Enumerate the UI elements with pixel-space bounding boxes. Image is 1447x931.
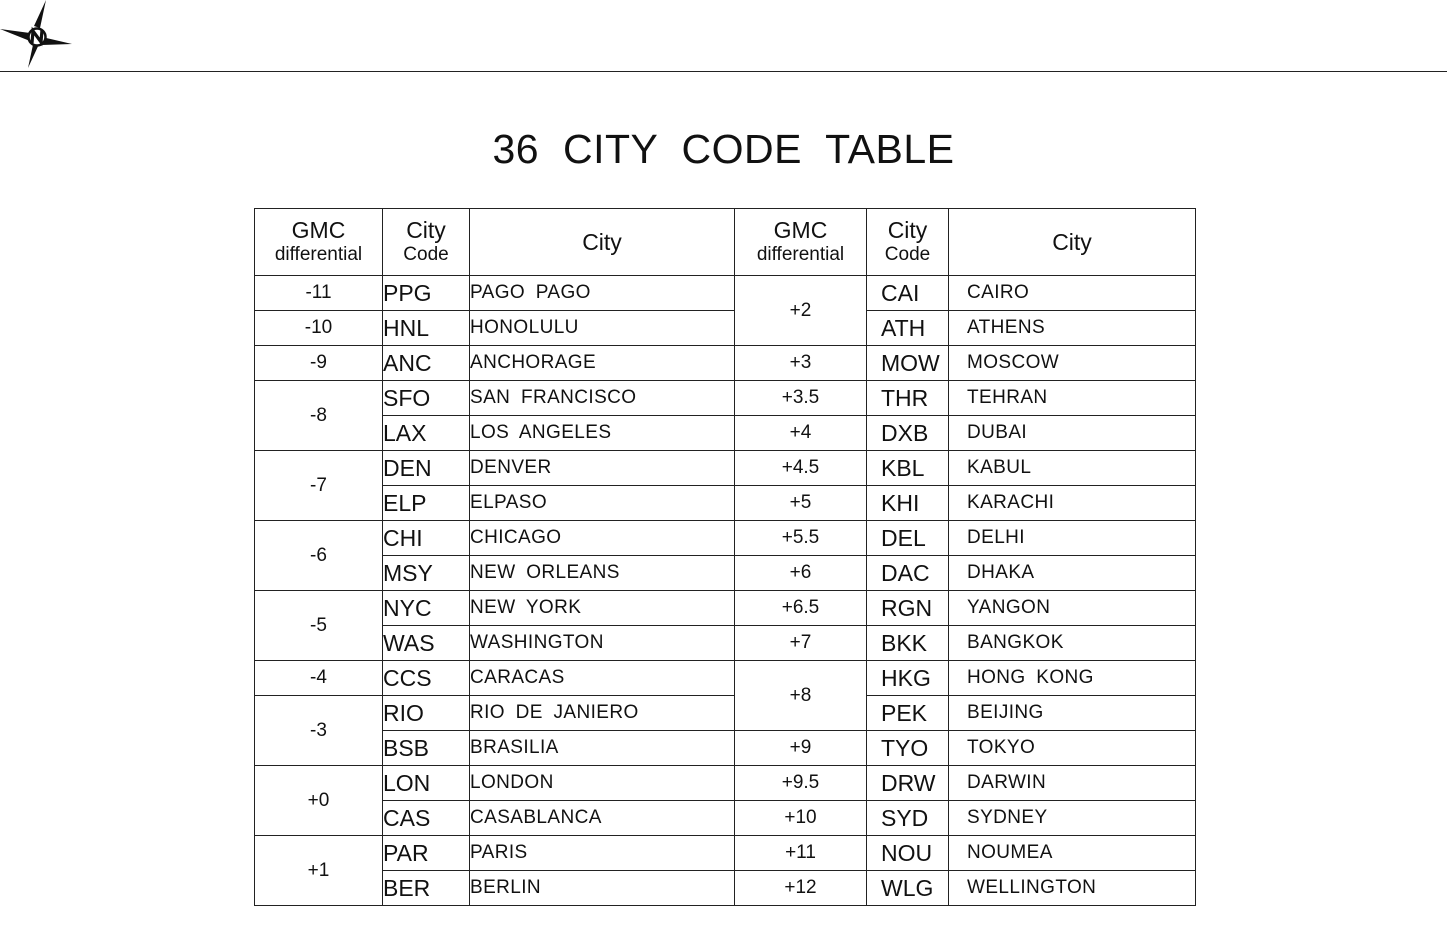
gmt-cell: +4: [735, 416, 867, 451]
city-name-cell: LONDON: [470, 766, 735, 801]
city-code-cell: BKK: [867, 626, 949, 661]
city-name-cell: DUBAI: [949, 416, 1196, 451]
city-name-cell: ELPASO: [470, 486, 735, 521]
city-name-cell: CASABLANCA: [470, 801, 735, 836]
city-code-cell: BER: [383, 871, 470, 906]
city-code-cell: SYD: [867, 801, 949, 836]
city-name-cell: ANCHORAGE: [470, 346, 735, 381]
table-row: [255, 451, 1196, 486]
city-name-cell: CHICAGO: [470, 521, 735, 556]
city-code-cell: RGN: [867, 591, 949, 626]
gmt-cell: +6: [735, 556, 867, 591]
gmt-cell: -5: [255, 591, 383, 661]
table-row: [255, 276, 1196, 311]
table-row: [255, 381, 1196, 416]
gmt-cell: +9.5: [735, 766, 867, 801]
gmt-cell: +5.5: [735, 521, 867, 556]
table-row: [255, 416, 1196, 451]
city-code-cell: PPG: [383, 276, 470, 311]
city-code-cell: RIO: [383, 696, 470, 731]
header-code-right: City Code: [867, 209, 949, 276]
city-code-cell: KHI: [867, 486, 949, 521]
gmt-cell: +3: [735, 346, 867, 381]
city-name-cell: BANGKOK: [949, 626, 1196, 661]
table-row: [255, 731, 1196, 766]
city-name-cell: NOUMEA: [949, 836, 1196, 871]
city-name-cell: DENVER: [470, 451, 735, 486]
city-name-cell: NEW YORK: [470, 591, 735, 626]
gmt-cell: +3.5: [735, 381, 867, 416]
city-name-cell: HONG KONG: [949, 661, 1196, 696]
gmt-cell: +12: [735, 871, 867, 906]
city-code-cell: CCS: [383, 661, 470, 696]
city-name-cell: TOKYO: [949, 731, 1196, 766]
gmt-cell: -3: [255, 696, 383, 766]
gmt-cell: -10: [255, 311, 383, 346]
city-name-cell: PAGO PAGO: [470, 276, 735, 311]
city-code-cell: ANC: [383, 346, 470, 381]
city-name-cell: LOS ANGELES: [470, 416, 735, 451]
page-title: 36 CITY CODE TABLE: [492, 126, 955, 172]
city-code-cell: ATH: [867, 311, 949, 346]
gmt-cell: +11: [735, 836, 867, 871]
city-name-cell: PARIS: [470, 836, 735, 871]
city-name-cell: BERLIN: [470, 871, 735, 906]
table-row: [255, 661, 1196, 696]
city-name-cell: MOSCOW: [949, 346, 1196, 381]
city-name-cell: BRASILIA: [470, 731, 735, 766]
gmt-cell: +6.5: [735, 591, 867, 626]
gmt-cell: -6: [255, 521, 383, 591]
city-code-cell: WAS: [383, 626, 470, 661]
city-code-cell: SFO: [383, 381, 470, 416]
city-code-cell: BSB: [383, 731, 470, 766]
header-code-left: City Code: [383, 209, 470, 276]
city-code-cell: TYO: [867, 731, 949, 766]
city-name-cell: BEIJING: [949, 696, 1196, 731]
city-code-cell: NYC: [383, 591, 470, 626]
city-code-cell: LAX: [383, 416, 470, 451]
city-name-cell: DELHI: [949, 521, 1196, 556]
gmt-cell: -9: [255, 346, 383, 381]
city-name-cell: ATHENS: [949, 311, 1196, 346]
gmt-cell: +5: [735, 486, 867, 521]
city-code-cell: PAR: [383, 836, 470, 871]
gmt-cell: +9: [735, 731, 867, 766]
gmt-cell: -11: [255, 276, 383, 311]
city-name-cell: NEW ORLEANS: [470, 556, 735, 591]
table-row: [255, 801, 1196, 836]
header-city-right: City: [949, 209, 1196, 276]
city-name-cell: WELLINGTON: [949, 871, 1196, 906]
city-code-cell: MSY: [383, 556, 470, 591]
city-name-cell: RIO DE JANIERO: [470, 696, 735, 731]
city-name-cell: CARACAS: [470, 661, 735, 696]
header-gmt-left: GMC differential: [255, 209, 383, 276]
city-code-table: [254, 208, 1196, 906]
city-name-cell: WASHINGTON: [470, 626, 735, 661]
city-code-cell: CAI: [867, 276, 949, 311]
header-city-left: City: [470, 209, 735, 276]
city-code-cell: THR: [867, 381, 949, 416]
city-code-cell: KBL: [867, 451, 949, 486]
city-name-cell: TEHRAN: [949, 381, 1196, 416]
city-code-cell: LON: [383, 766, 470, 801]
table-row: [255, 591, 1196, 626]
table-row: [255, 311, 1196, 346]
city-name-cell: KABUL: [949, 451, 1196, 486]
header-gmt-right: GMC differential: [735, 209, 867, 276]
table-row: [255, 626, 1196, 661]
gmt-cell: +10: [735, 801, 867, 836]
city-code-cell: NOU: [867, 836, 949, 871]
gmt-cell: +1: [255, 836, 383, 906]
city-code-cell: DEN: [383, 451, 470, 486]
gmt-cell: +4.5: [735, 451, 867, 486]
table-row: [255, 486, 1196, 521]
gmt-cell: -7: [255, 451, 383, 521]
city-code-cell: DRW: [867, 766, 949, 801]
gmt-cell: +0: [255, 766, 383, 836]
city-name-cell: YANGON: [949, 591, 1196, 626]
city-code-cell: DAC: [867, 556, 949, 591]
city-code-cell: HNL: [383, 311, 470, 346]
table-row: [255, 766, 1196, 801]
city-code-cell: HKG: [867, 661, 949, 696]
table-header-row: [255, 209, 1196, 276]
city-code-cell: MOW: [867, 346, 949, 381]
gmt-cell: -4: [255, 661, 383, 696]
city-code-cell: CAS: [383, 801, 470, 836]
city-code-cell: CHI: [383, 521, 470, 556]
compass-logo-icon: [0, 0, 74, 72]
table-row: [255, 521, 1196, 556]
city-code-cell: DEL: [867, 521, 949, 556]
header-divider: [0, 71, 1447, 72]
table-row: [255, 556, 1196, 591]
city-name-cell: SYDNEY: [949, 801, 1196, 836]
gmt-cell: +2: [735, 276, 867, 346]
city-name-cell: CAIRO: [949, 276, 1196, 311]
city-code-cell: WLG: [867, 871, 949, 906]
city-code-cell: DXB: [867, 416, 949, 451]
city-name-cell: SAN FRANCISCO: [470, 381, 735, 416]
city-name-cell: HONOLULU: [470, 311, 735, 346]
table-row: [255, 346, 1196, 381]
table-row: [255, 871, 1196, 906]
table-row: [255, 696, 1196, 731]
city-code-cell: PEK: [867, 696, 949, 731]
table-row: [255, 836, 1196, 871]
gmt-cell: +8: [735, 661, 867, 731]
city-name-cell: DHAKA: [949, 556, 1196, 591]
city-name-cell: DARWIN: [949, 766, 1196, 801]
city-code-cell: ELP: [383, 486, 470, 521]
city-name-cell: KARACHI: [949, 486, 1196, 521]
gmt-cell: +7: [735, 626, 867, 661]
gmt-cell: -8: [255, 381, 383, 451]
